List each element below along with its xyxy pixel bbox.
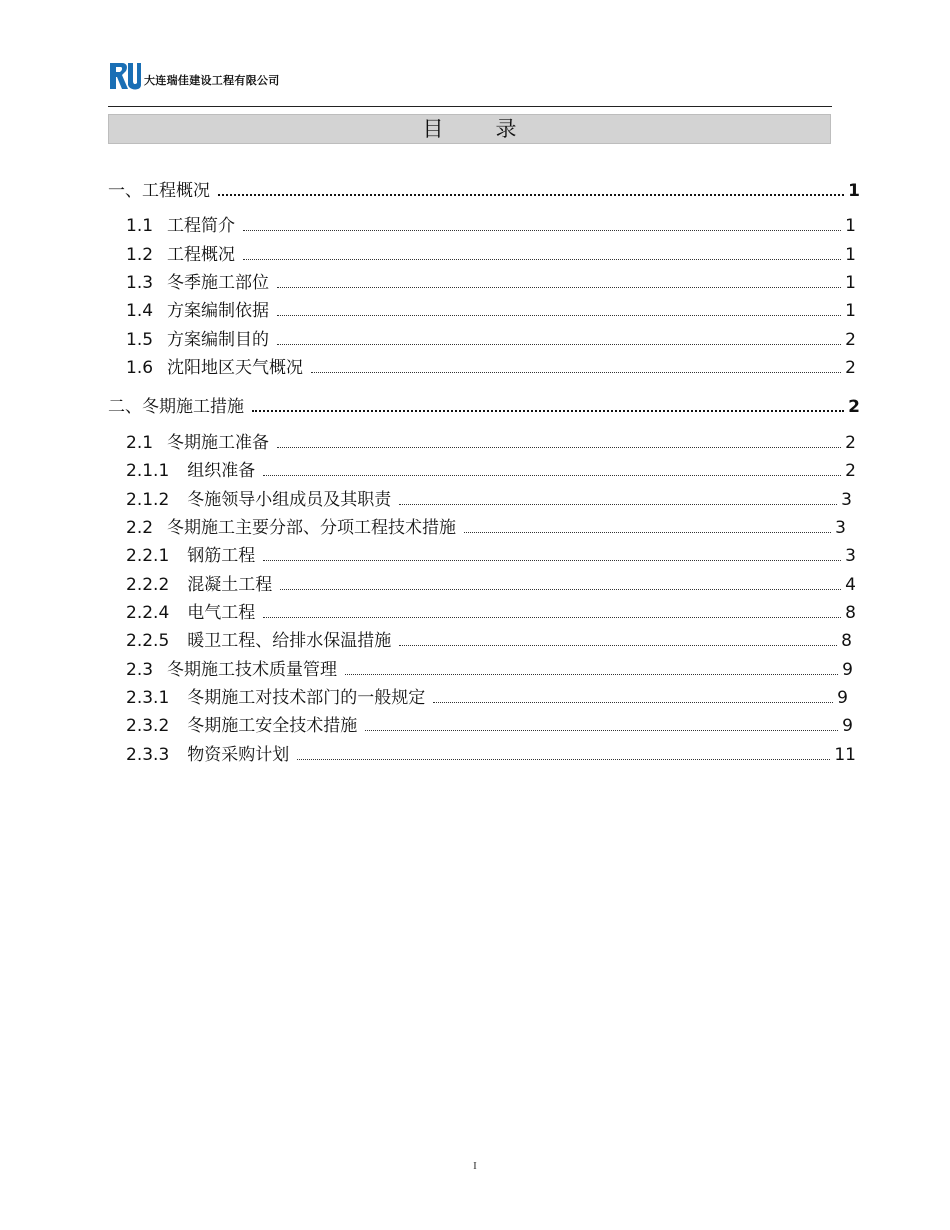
toc-entry-page: 11: [834, 745, 856, 765]
toc-entry-label: 沈阳地区天气概况: [167, 358, 304, 378]
toc-entry-label: 物资采购计划: [187, 745, 290, 765]
toc-entry[interactable]: [126, 711, 853, 735]
toc-entry[interactable]: [126, 655, 853, 679]
toc-entry[interactable]: [126, 598, 856, 622]
toc-dot-leader: [311, 371, 841, 373]
toc-entry-page: 1: [845, 216, 856, 236]
toc-entry-page: 2: [845, 461, 856, 481]
toc-dot-leader: [399, 503, 837, 505]
toc-entry[interactable]: [126, 541, 856, 565]
toc-dot-leader: [218, 193, 844, 196]
toc-dot-leader: [277, 286, 841, 288]
toc-entry-page: 1: [845, 245, 856, 265]
toc-entry-number: 2.3.1: [126, 688, 170, 708]
toc-entry-label: 冬期施工技术质量管理: [167, 660, 338, 680]
toc-entry[interactable]: [126, 740, 856, 764]
page-number: I: [473, 1160, 477, 1172]
toc-entry-label: 工程概况: [167, 245, 236, 265]
toc-entry-number: 2.2: [126, 518, 154, 538]
toc-entry[interactable]: [126, 428, 856, 452]
toc-entry-label: 冬期施工主要分部、分项工程技术措施: [167, 518, 457, 538]
toc-entry[interactable]: [126, 296, 856, 320]
toc-entry-label: 冬季施工部位: [167, 273, 270, 293]
toc-entry-number: 2.3.2: [126, 716, 170, 736]
toc-entry-label: 冬期施工措施: [142, 397, 244, 417]
toc-entry-label: 冬期施工安全技术措施: [187, 716, 358, 736]
toc-dot-leader: [252, 409, 844, 412]
toc-dot-leader: [243, 229, 841, 231]
toc-entry-number: 1.5: [126, 330, 154, 350]
toc-title: 目录: [422, 117, 569, 141]
toc-entry[interactable]: [108, 392, 860, 416]
toc-entry-number: 2.2.2: [126, 575, 170, 595]
toc-entry-page: 8: [841, 631, 852, 651]
toc-entry-number: 1.1: [126, 216, 154, 236]
toc-dot-leader: [277, 314, 841, 316]
toc-entry-number: 2.1.2: [126, 490, 170, 510]
toc-entry[interactable]: [126, 485, 852, 509]
toc-entry-number: 2.2.4: [126, 603, 170, 623]
toc-dot-leader: [345, 673, 838, 675]
document-header: [108, 58, 832, 108]
toc-dot-leader: [433, 701, 833, 703]
toc-entry[interactable]: [126, 353, 856, 377]
toc-entry-label: 冬期施工准备: [167, 433, 270, 453]
toc-entry-number: 二、: [108, 397, 142, 417]
toc-entry[interactable]: [126, 240, 856, 264]
company-logo-icon: [108, 61, 142, 91]
toc-dot-leader: [243, 258, 841, 260]
toc-dot-leader: [365, 729, 838, 731]
toc-entry-page: 2: [848, 397, 860, 417]
toc-entry-label: 方案编制目的: [167, 330, 270, 350]
toc-entry-number: 2.2.5: [126, 631, 170, 651]
toc-entry-label: 方案编制依据: [167, 301, 270, 321]
toc-entry-page: 3: [841, 490, 852, 510]
toc-entry-number: 1.6: [126, 358, 154, 378]
toc-entry-number: 一、: [108, 181, 142, 201]
toc-dot-leader: [464, 531, 831, 533]
toc-entry-label: 冬施领导小组成员及其职责: [187, 490, 392, 510]
toc-entry-number: 1.2: [126, 245, 154, 265]
toc-entry-page: 4: [845, 575, 856, 595]
toc-entry-page: 3: [835, 518, 846, 538]
toc-entry-page: 2: [845, 330, 856, 350]
toc-entry[interactable]: [126, 325, 856, 349]
toc-entry[interactable]: [126, 683, 848, 707]
toc-entry-page: 9: [837, 688, 848, 708]
toc-entry-page: 9: [842, 716, 853, 736]
toc-dot-leader: [263, 559, 841, 561]
toc-dot-leader: [297, 758, 830, 760]
toc-dot-leader: [399, 644, 837, 646]
toc-entry-page: 1: [845, 301, 856, 321]
company-name: 大连瑞佳建设工程有限公司: [144, 74, 280, 87]
toc-entry-number: 2.3.3: [126, 745, 170, 765]
toc-dot-leader: [263, 616, 841, 618]
toc-entry-page: 2: [845, 358, 856, 378]
toc-entry-label: 电气工程: [187, 603, 256, 623]
toc-entry-page: 2: [845, 433, 856, 453]
toc-entry[interactable]: [126, 456, 856, 480]
toc-entry-label: 组织准备: [187, 461, 256, 481]
toc-entry[interactable]: [126, 626, 852, 650]
toc-title-bar: [108, 114, 831, 144]
toc-dot-leader: [280, 588, 841, 590]
toc-entry-page: 3: [845, 546, 856, 566]
toc-entry[interactable]: [126, 268, 856, 292]
toc-entry-number: 2.2.1: [126, 546, 170, 566]
toc-entry-page: 1: [848, 181, 860, 201]
toc-entry-page: 9: [842, 660, 853, 680]
toc-dot-leader: [277, 446, 841, 448]
header-divider: [108, 106, 832, 107]
toc-entry[interactable]: [126, 570, 856, 594]
toc-dot-leader: [263, 474, 841, 476]
toc-entry[interactable]: [126, 211, 856, 235]
toc-entry-label: 暖卫工程、给排水保温措施: [187, 631, 392, 651]
toc-entry-label: 冬期施工对技术部门的一般规定: [187, 688, 426, 708]
toc-entry-label: 工程概况: [142, 181, 210, 201]
toc-entry-number: 1.3: [126, 273, 154, 293]
toc-entry[interactable]: [108, 176, 860, 200]
toc-entry-label: 钢筋工程: [187, 546, 256, 566]
toc-entry-number: 2.1.1: [126, 461, 170, 481]
toc-entry-page: 1: [845, 273, 856, 293]
toc-entry-page: 8: [845, 603, 856, 623]
toc-entry-number: 1.4: [126, 301, 154, 321]
toc-entry-number: 2.3: [126, 660, 154, 680]
toc-entry-label: 混凝土工程: [187, 575, 273, 595]
toc-entry-label: 工程简介: [167, 216, 236, 236]
toc-entry[interactable]: [126, 513, 846, 537]
toc-dot-leader: [277, 343, 841, 345]
toc-entry-number: 2.1: [126, 433, 154, 453]
